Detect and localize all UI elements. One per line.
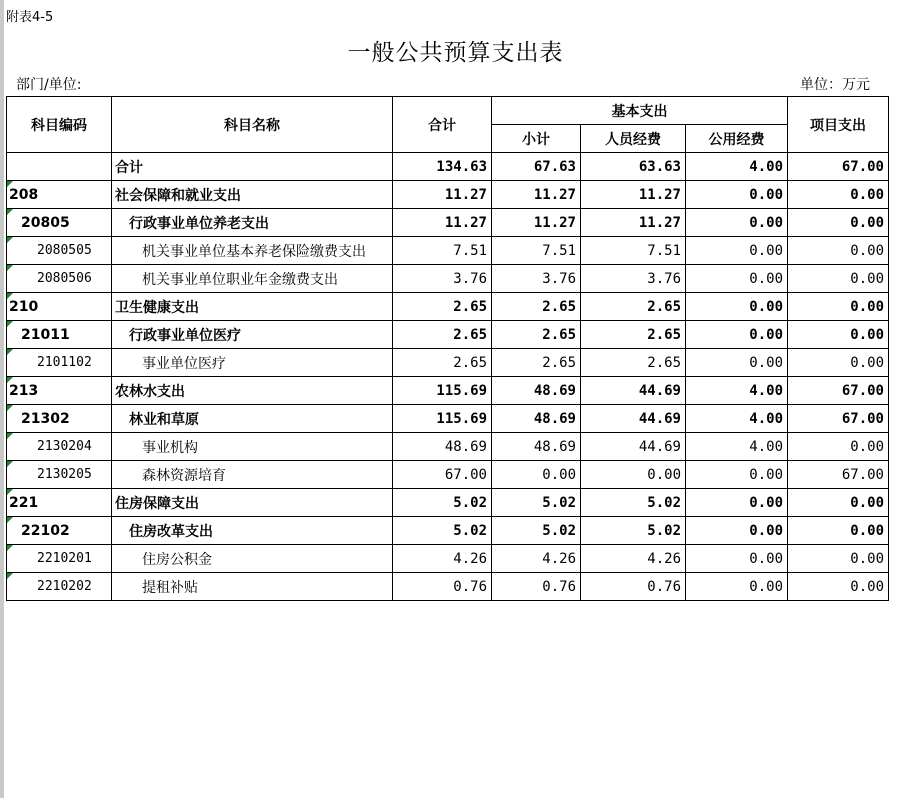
cell-total[interactable]: 0.76: [393, 573, 492, 601]
cell-project[interactable]: 0.00: [788, 489, 889, 517]
cell-name[interactable]: 事业单位医疗: [112, 349, 393, 377]
cell-project[interactable]: 0.00: [788, 573, 889, 601]
unit-label: 单位：万元: [800, 77, 870, 93]
cell-subtotal[interactable]: 11.27: [492, 209, 581, 237]
cell-personnel[interactable]: 44.69: [581, 405, 686, 433]
cell-code-text: 20805: [21, 214, 70, 231]
cell-personnel[interactable]: 2.65: [581, 349, 686, 377]
cell-project[interactable]: 0.00: [788, 349, 889, 377]
cell-code-text: 2080505: [37, 243, 92, 258]
budget-table: [6, 96, 889, 601]
cell-total[interactable]: 5.02: [393, 489, 492, 517]
cell-total[interactable]: 2.65: [393, 321, 492, 349]
cell-subtotal[interactable]: 2.65: [492, 321, 581, 349]
header-name: 科目名称: [112, 97, 393, 153]
cell-total[interactable]: 11.27: [393, 181, 492, 209]
cell-code-text: 2101102: [37, 355, 92, 370]
cell-subtotal[interactable]: 67.63: [492, 153, 581, 181]
cell-project[interactable]: 0.00: [788, 321, 889, 349]
cell-code-text: 213: [9, 382, 39, 399]
cell-personnel[interactable]: 44.69: [581, 377, 686, 405]
appendix-label: 附表4-5: [6, 10, 54, 25]
cell-subtotal[interactable]: 48.69: [492, 433, 581, 461]
cell-subtotal[interactable]: 2.65: [492, 349, 581, 377]
cell-code[interactable]: [7, 209, 112, 237]
cell-name[interactable]: 社会保障和就业支出: [112, 181, 393, 209]
cell-project[interactable]: 67.00: [788, 153, 889, 181]
cell-code[interactable]: [7, 237, 112, 265]
cell-code[interactable]: [7, 489, 112, 517]
cell-comment-indicator-icon: [7, 321, 13, 327]
cell-total[interactable]: 5.02: [393, 517, 492, 545]
table-row[interactable]: [7, 405, 889, 433]
cell-public[interactable]: 0.00: [686, 489, 788, 517]
cell-public[interactable]: 4.00: [686, 405, 788, 433]
cell-code-text: 21011: [21, 326, 70, 343]
cell-code-text: 208: [9, 186, 39, 203]
header-subtotal: 小计: [492, 125, 581, 153]
cell-total[interactable]: 67.00: [393, 461, 492, 489]
cell-code-text: 210: [9, 298, 39, 315]
cell-subtotal[interactable]: 3.76: [492, 265, 581, 293]
cell-name[interactable]: 森林资源培育: [112, 461, 393, 489]
header-project: 项目支出: [788, 97, 889, 153]
cell-personnel[interactable]: 5.02: [581, 517, 686, 545]
cell-project[interactable]: 0.00: [788, 181, 889, 209]
cell-code-text: 22102: [21, 522, 70, 539]
cell-personnel[interactable]: 44.69: [581, 433, 686, 461]
cell-total[interactable]: 4.26: [393, 545, 492, 573]
cell-name[interactable]: 机关事业单位基本养老保险缴费支出: [112, 237, 393, 265]
cell-personnel[interactable]: 3.76: [581, 265, 686, 293]
cell-project[interactable]: 67.00: [788, 461, 889, 489]
table-row[interactable]: [7, 433, 889, 461]
cell-comment-indicator-icon: [7, 545, 13, 551]
cell-project[interactable]: 0.00: [788, 237, 889, 265]
cell-comment-indicator-icon: [7, 237, 13, 243]
cell-code-text: 2210201: [37, 551, 92, 566]
cell-code[interactable]: [7, 377, 112, 405]
cell-project[interactable]: 0.00: [788, 517, 889, 545]
cell-name[interactable]: 住房公积金: [112, 545, 393, 573]
cell-name[interactable]: 行政事业单位医疗: [112, 321, 393, 349]
cell-personnel[interactable]: 11.27: [581, 209, 686, 237]
cell-personnel[interactable]: 0.76: [581, 573, 686, 601]
cell-name[interactable]: 行政事业单位养老支出: [112, 209, 393, 237]
cell-code[interactable]: [7, 349, 112, 377]
cell-public[interactable]: 0.00: [686, 209, 788, 237]
cell-total[interactable]: 115.69: [393, 405, 492, 433]
cell-public[interactable]: 0.00: [686, 181, 788, 209]
cell-subtotal[interactable]: 2.65: [492, 293, 581, 321]
table-row[interactable]: [7, 377, 889, 405]
cell-code-text: 21302: [21, 410, 70, 427]
cell-project[interactable]: 0.00: [788, 293, 889, 321]
cell-comment-indicator-icon: [7, 573, 13, 579]
cell-personnel[interactable]: 7.51: [581, 237, 686, 265]
cell-subtotal[interactable]: 11.27: [492, 181, 581, 209]
cell-code[interactable]: [7, 573, 112, 601]
cell-total[interactable]: 115.69: [393, 377, 492, 405]
cell-project[interactable]: 67.00: [788, 377, 889, 405]
cell-public[interactable]: 0.00: [686, 265, 788, 293]
table-row[interactable]: [7, 545, 889, 573]
table-row[interactable]: [7, 461, 889, 489]
spreadsheet-left-edge: [0, 0, 4, 798]
cell-name[interactable]: 住房改革支出: [112, 517, 393, 545]
cell-comment-indicator-icon: [7, 293, 13, 299]
cell-total[interactable]: 2.65: [393, 349, 492, 377]
cell-personnel[interactable]: 63.63: [581, 153, 686, 181]
cell-comment-indicator-icon: [7, 405, 13, 411]
cell-name[interactable]: 农林水支出: [112, 377, 393, 405]
cell-code[interactable]: [7, 181, 112, 209]
cell-subtotal[interactable]: 4.26: [492, 545, 581, 573]
cell-public[interactable]: 0.00: [686, 573, 788, 601]
cell-public[interactable]: 4.00: [686, 377, 788, 405]
cell-comment-indicator-icon: [7, 461, 13, 467]
cell-subtotal[interactable]: 0.00: [492, 461, 581, 489]
cell-public[interactable]: 0.00: [686, 461, 788, 489]
table-row[interactable]: [7, 293, 889, 321]
cell-comment-indicator-icon: [7, 433, 13, 439]
cell-code[interactable]: [7, 293, 112, 321]
cell-name[interactable]: 卫生健康支出: [112, 293, 393, 321]
table-row[interactable]: [7, 209, 889, 237]
header-personnel: 人员经费: [581, 125, 686, 153]
table-row[interactable]: [7, 265, 889, 293]
cell-personnel[interactable]: 2.65: [581, 321, 686, 349]
cell-subtotal[interactable]: 5.02: [492, 489, 581, 517]
cell-total[interactable]: 134.63: [393, 153, 492, 181]
cell-comment-indicator-icon: [7, 377, 13, 383]
cell-total[interactable]: 2.65: [393, 293, 492, 321]
cell-subtotal[interactable]: 48.69: [492, 405, 581, 433]
cell-total[interactable]: 7.51: [393, 237, 492, 265]
dept-label: 部门/单位:: [16, 77, 82, 93]
cell-personnel[interactable]: 0.00: [581, 461, 686, 489]
cell-subtotal[interactable]: 5.02: [492, 517, 581, 545]
table-row[interactable]: [7, 573, 889, 601]
cell-code[interactable]: [7, 265, 112, 293]
cell-subtotal[interactable]: 0.76: [492, 573, 581, 601]
cell-total[interactable]: 3.76: [393, 265, 492, 293]
cell-public[interactable]: 0.00: [686, 349, 788, 377]
cell-comment-indicator-icon: [7, 209, 13, 215]
cell-public[interactable]: 0.00: [686, 321, 788, 349]
table-row[interactable]: [7, 237, 889, 265]
cell-code-text: 2210202: [37, 579, 92, 594]
cell-comment-indicator-icon: [7, 517, 13, 523]
page-title: 一般公共预算支出表: [347, 40, 564, 66]
header-total: 合计: [393, 97, 492, 153]
cell-total[interactable]: 48.69: [393, 433, 492, 461]
cell-code[interactable]: [7, 321, 112, 349]
cell-name[interactable]: 提租补贴: [112, 573, 393, 601]
cell-comment-indicator-icon: [7, 265, 13, 271]
table-row[interactable]: [7, 321, 889, 349]
cell-name[interactable]: 机关事业单位职业年金缴费支出: [112, 265, 393, 293]
cell-public[interactable]: 0.00: [686, 517, 788, 545]
cell-public[interactable]: 0.00: [686, 545, 788, 573]
header-code: 科目编码: [7, 97, 112, 153]
table-row[interactable]: [7, 153, 889, 181]
cell-public[interactable]: 0.00: [686, 237, 788, 265]
cell-code[interactable]: [7, 517, 112, 545]
cell-name[interactable]: 住房保障支出: [112, 489, 393, 517]
cell-subtotal[interactable]: 7.51: [492, 237, 581, 265]
table-body: [7, 153, 889, 601]
cell-comment-indicator-icon: [7, 489, 13, 495]
cell-name[interactable]: 事业机构: [112, 433, 393, 461]
cell-comment-indicator-icon: [7, 349, 13, 355]
cell-code[interactable]: [7, 545, 112, 573]
cell-project[interactable]: 67.00: [788, 405, 889, 433]
cell-comment-indicator-icon: [7, 181, 13, 187]
cell-public[interactable]: 4.00: [686, 153, 788, 181]
table-row[interactable]: [7, 181, 889, 209]
cell-code-text: 2130205: [37, 467, 92, 482]
cell-name[interactable]: 林业和草原: [112, 405, 393, 433]
table-row[interactable]: [7, 489, 889, 517]
cell-public[interactable]: 4.00: [686, 433, 788, 461]
cell-name[interactable]: 合计: [112, 153, 393, 181]
cell-public[interactable]: 0.00: [686, 293, 788, 321]
cell-code[interactable]: [7, 461, 112, 489]
cell-project[interactable]: 0.00: [788, 209, 889, 237]
cell-personnel[interactable]: 2.65: [581, 293, 686, 321]
table-row[interactable]: [7, 349, 889, 377]
cell-code[interactable]: [7, 433, 112, 461]
cell-project[interactable]: 0.00: [788, 545, 889, 573]
cell-personnel[interactable]: 4.26: [581, 545, 686, 573]
cell-total[interactable]: 11.27: [393, 209, 492, 237]
header-public: 公用经费: [686, 125, 788, 153]
cell-personnel[interactable]: 5.02: [581, 489, 686, 517]
cell-project[interactable]: 0.00: [788, 433, 889, 461]
cell-code[interactable]: [7, 405, 112, 433]
cell-code-text: 2130204: [37, 439, 92, 454]
cell-personnel[interactable]: 11.27: [581, 181, 686, 209]
cell-subtotal[interactable]: 48.69: [492, 377, 581, 405]
header-basic: 基本支出: [492, 97, 788, 125]
cell-code[interactable]: [7, 153, 112, 181]
cell-project[interactable]: 0.00: [788, 265, 889, 293]
cell-code-text: 2080506: [37, 271, 92, 286]
table-row[interactable]: [7, 517, 889, 545]
cell-code-text: 221: [9, 494, 39, 511]
